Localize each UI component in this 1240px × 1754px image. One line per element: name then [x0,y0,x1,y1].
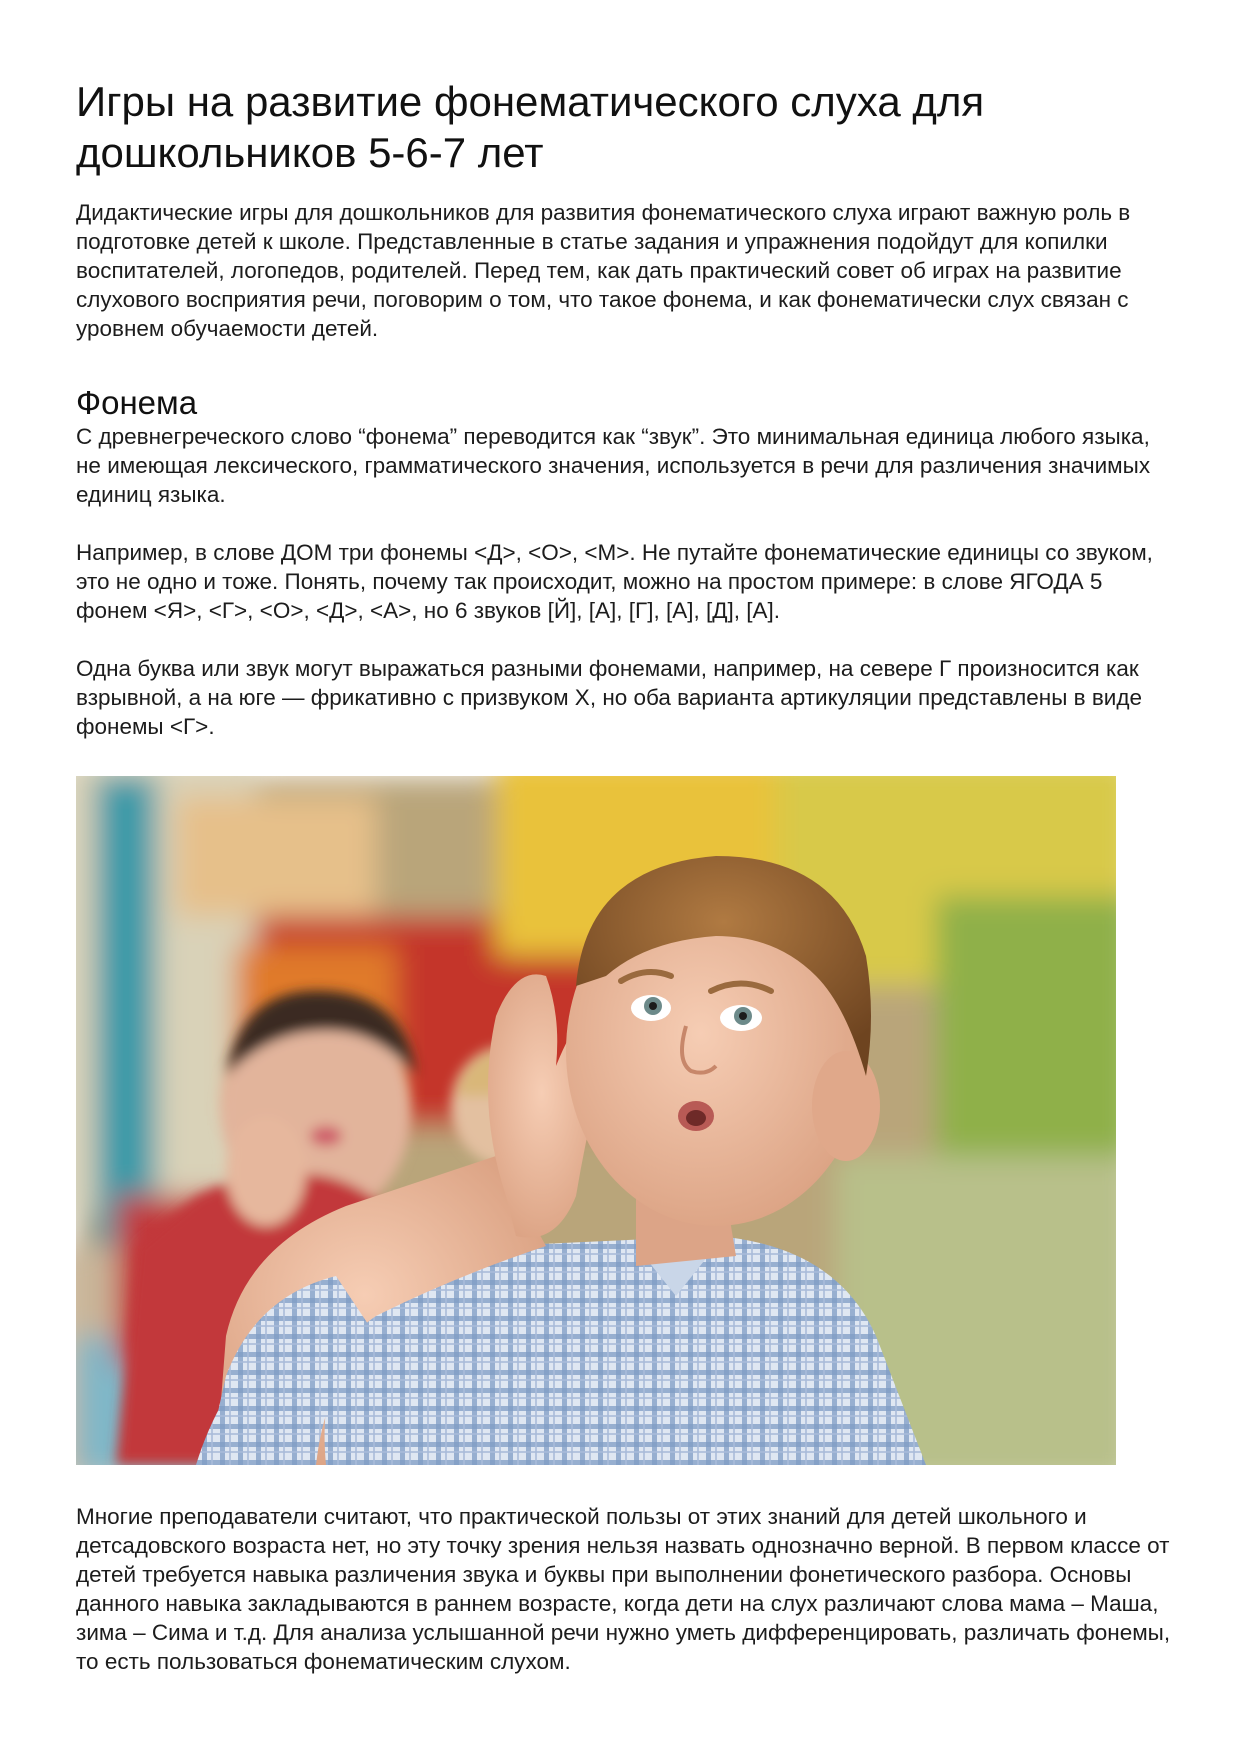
intro-paragraph: Дидактические игры для дошкольников для развития фонематического слуха играют важную роль в подготовке детей к школе. Представленные в статье задания и упражнения подойдут для копилки воспитателей, логопедов, родителей. Перед тем, как дать практический совет об играх на развитие слухового восприятия речи, поговорим о том, что такое фонема, и как фонематически слух связан с уровнем обучаемости детей. [76,200,1131,341]
definition-paragraph: С древнегреческого слово “фонема” переводится как “звук”. Это минимальная единица любого языка, не имеющая лексического, грамматического значения, используется в речи для различения значимых единиц языка. [76,424,1151,507]
article [76,76,1176,1676]
photo-boy-listening [76,776,1116,1465]
after-photo-paragraph: Многие преподаватели считают, что практической пользы от этих знаний для детей школьного и детсадовского возраста нет, но эту точку зрения нельзя назвать однозначно верной. В первом классе от детей требуется навыка различения звука и буквы при выполнении фонетического разбора. Основы данного навыка закладываются в раннем возрасте, когда дети на слух различают слова мама – Маша, зима – Сима и т.д. Для анализа услышанной речи нужно уметь дифференцировать, различать фонемы, то есть пользоваться фонематическим слухом. [76,1504,1171,1674]
section-heading-phoneme: Фонема [76,384,198,421]
page-title: Игры на развитие фонематического слуха для дошкольников 5-6-7 лет [76,78,985,176]
example-paragraph: Например, в слове ДОМ три фонемы <Д>, <О>, <М>. Не путайте фонематические единицы со звуком, это не одно и тоже. Понять, почему так происходит, можно на простом примере: в слове ЯГОДА 5 фонем <Я>, <Г>, <О>, <Д>, <А>, но 6 звуков [Й], [А], [Г], [А], [Д], [А]. [76,540,1153,623]
variant-paragraph: Одна буква или звук могут выражаться разными фонемами, например, на севере Г произносится как взрывной, а на юге — фрикативно с призвуком Х, но оба варианта артикуляции представлены в виде фонемы <Г>. [76,656,1143,739]
